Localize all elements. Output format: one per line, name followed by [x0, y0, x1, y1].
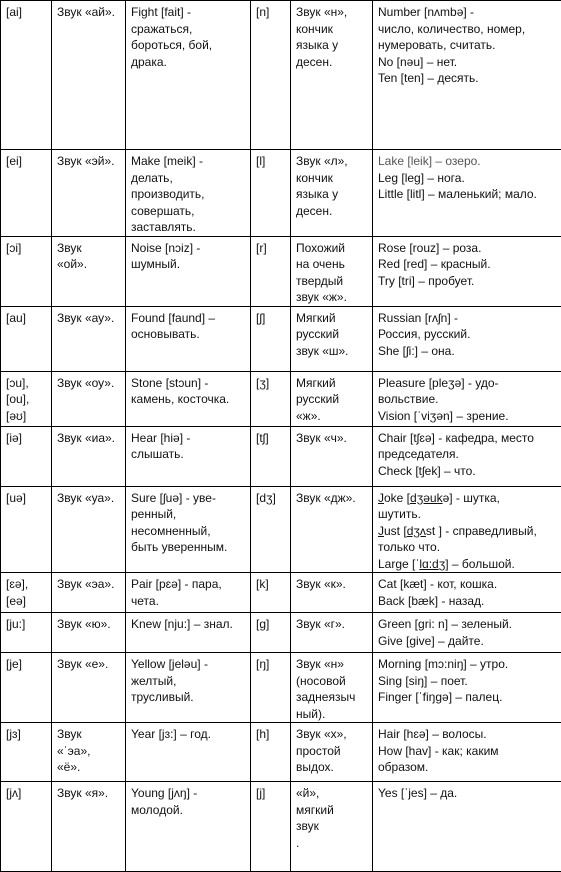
cell-line: (носовой	[296, 673, 369, 690]
cell-line: выдох.	[296, 759, 369, 776]
cell-line: твердый	[296, 273, 369, 290]
consonant-description-cell	[291, 371, 373, 426]
consonant-examples-cell	[373, 426, 561, 486]
cell-line: Звук «дж».	[296, 490, 369, 507]
cell-line: Give [give] – дайте.	[378, 633, 558, 650]
consonant-symbol-cell	[251, 573, 291, 613]
cell-line: [ju:]	[6, 616, 48, 633]
cell-line: [g]	[256, 616, 287, 633]
consonant-symbol-cell	[251, 613, 291, 653]
cell-line: десен.	[296, 54, 369, 71]
cell-line: «ˈэа»,	[57, 743, 122, 760]
cell-line: вольствие.	[378, 391, 558, 408]
consonant-examples-cell	[373, 236, 561, 306]
cell-line: Звук «г».	[296, 616, 369, 633]
cell-line: Звук «к».	[296, 576, 369, 593]
vowel-examples-cell	[126, 426, 251, 486]
cell-line: [j]	[256, 785, 287, 802]
cell-line: Year [jɜ:] – год.	[131, 726, 247, 743]
cell-line: Morning [mɔ:niŋ] – утро.	[378, 656, 558, 673]
cell-line: [k]	[256, 576, 287, 593]
vowel-description-cell	[52, 150, 126, 237]
table-row	[1, 371, 561, 426]
table-row	[1, 236, 561, 306]
cell-line: [ʃ]	[256, 310, 287, 327]
vowel-examples-cell	[126, 236, 251, 306]
cell-line: делать,	[131, 170, 247, 187]
cell-line: Young [jʌŋ] -	[131, 785, 247, 802]
cell-line: Cat [kæt] - кот, кошка.	[378, 576, 558, 593]
cell-line: заставлять.	[131, 219, 247, 236]
cell-line: Lake [leik] – озеро.	[378, 153, 558, 170]
vowel-description-cell	[52, 1, 126, 150]
cell-line: Russian [rʌʃn] -	[378, 310, 558, 327]
vowel-symbol-cell	[1, 653, 52, 723]
cell-line: Звук «эа».	[57, 576, 122, 593]
cell-line: Found [faund] –	[131, 310, 247, 327]
consonant-description-cell	[291, 306, 373, 371]
consonant-examples-cell	[373, 573, 561, 613]
vowel-description-cell	[52, 613, 126, 653]
vowel-examples-cell	[126, 306, 251, 371]
cell-line: Sing [siŋ] – поет.	[378, 673, 558, 690]
cell-line: шутить.	[378, 506, 558, 523]
cell-line: Pair [pɛə] - пара,	[131, 576, 247, 593]
vowel-symbol-cell	[1, 150, 52, 237]
cell-line: Rose [rouz] – роза.	[378, 240, 558, 257]
cell-line: шумный.	[131, 256, 247, 273]
cell-line: Joke [dʒəukə] - шутка,	[378, 490, 558, 507]
cell-line: [ɔu],	[6, 375, 48, 392]
cell-line: чета.	[131, 593, 247, 610]
cell-line: только что.	[378, 539, 558, 556]
cell-line: на очень	[296, 256, 369, 273]
cell-line: ренный,	[131, 506, 247, 523]
cell-line: драка.	[131, 54, 247, 71]
vowel-symbol-cell	[1, 486, 52, 573]
cell-line: Large [ˈlɑ:dʒ] – большой.	[378, 556, 558, 573]
cell-line: «ё».	[57, 759, 122, 776]
table-row	[1, 782, 561, 872]
consonant-symbol-cell	[251, 150, 291, 237]
cell-line: Звук «н»	[296, 656, 369, 673]
vowel-examples-cell	[126, 723, 251, 782]
cell-line: основывать.	[131, 326, 247, 343]
cell-line: She [ʃi:] – она.	[378, 343, 558, 360]
phonetics-table-body	[1, 1, 561, 872]
cell-line: [ɔi]	[6, 240, 48, 257]
cell-line: Finger [ˈfiŋgə] – палец.	[378, 689, 558, 706]
cell-line: [uə]	[6, 490, 48, 507]
cell-line: трусливый.	[131, 689, 247, 706]
table-row	[1, 426, 561, 486]
cell-line: русский	[296, 391, 369, 408]
vowel-description-cell	[52, 723, 126, 782]
cell-line: молодой.	[131, 802, 247, 819]
vowel-examples-cell	[126, 150, 251, 237]
cell-line: Hear [hiə] -	[131, 430, 247, 447]
consonant-examples-cell	[373, 653, 561, 723]
consonant-symbol-cell	[251, 426, 291, 486]
cell-line: [n]	[256, 4, 287, 21]
cell-line: [ɛə],	[6, 576, 48, 593]
vowel-examples-cell	[126, 371, 251, 426]
cell-line: Звук «иа».	[57, 430, 122, 447]
consonant-description-cell	[291, 723, 373, 782]
cell-line: Fight [fait] -	[131, 4, 247, 21]
consonant-description-cell	[291, 573, 373, 613]
cell-line: .	[296, 835, 369, 852]
cell-line: Hair [hɛə] – волосы.	[378, 726, 558, 743]
cell-line: Little [litl] – маленький; мало.	[378, 186, 558, 203]
cell-line: Россия, русский.	[378, 326, 558, 343]
cell-line: звук «ш».	[296, 343, 369, 360]
cell-line: Звук «уа».	[57, 490, 122, 507]
cell-line: несомненный,	[131, 523, 247, 540]
cell-line: [dʒ]	[256, 490, 287, 507]
cell-line: Sure [ʃuə] - уве-	[131, 490, 247, 507]
cell-line: Noise [nɔiz] -	[131, 240, 247, 257]
cell-line: [ai]	[6, 4, 48, 21]
consonant-description-cell	[291, 613, 373, 653]
vowel-description-cell	[52, 426, 126, 486]
cell-line: [au]	[6, 310, 48, 327]
vowel-examples-cell	[126, 486, 251, 573]
cell-line: Pleasure [pleʒə] - удо-	[378, 375, 558, 392]
vowel-description-cell	[52, 653, 126, 723]
cell-line: Звук «оу».	[57, 375, 122, 392]
cell-line: Green [gri: n] – зеленый.	[378, 616, 558, 633]
cell-line: Звук «л»,	[296, 153, 369, 170]
cell-line: Leg [leg] – нога.	[378, 170, 558, 187]
vowel-examples-cell	[126, 653, 251, 723]
cell-line: Звук «ау».	[57, 310, 122, 327]
cell-line: Звук «я».	[57, 785, 122, 802]
table-row	[1, 723, 561, 782]
vowel-examples-cell	[126, 1, 251, 150]
vowel-description-cell	[52, 236, 126, 306]
consonant-symbol-cell	[251, 723, 291, 782]
consonant-description-cell	[291, 1, 373, 150]
consonant-symbol-cell	[251, 653, 291, 723]
consonant-description-cell	[291, 782, 373, 872]
vowel-description-cell	[52, 486, 126, 573]
consonant-examples-cell	[373, 723, 561, 782]
cell-line: «ой».	[57, 256, 122, 273]
consonant-examples-cell	[373, 486, 561, 573]
cell-line: Yes [ˈjes] – да.	[378, 785, 558, 802]
cell-line: Back [bæk] - назад.	[378, 593, 558, 610]
cell-line: Red [red] – красный.	[378, 256, 558, 273]
vowel-symbol-cell	[1, 782, 52, 872]
cell-line: Number [nʌmbə] -	[378, 4, 558, 21]
consonant-description-cell	[291, 150, 373, 237]
cell-line: [h]	[256, 726, 287, 743]
cell-line: Мягкий	[296, 310, 369, 327]
cell-line: [jʌ]	[6, 785, 48, 802]
cell-line: слышать.	[131, 446, 247, 463]
consonant-symbol-cell	[251, 371, 291, 426]
vowel-symbol-cell	[1, 306, 52, 371]
cell-line: [ou],	[6, 391, 48, 408]
cell-line: Звук	[57, 726, 122, 743]
cell-line: кончик	[296, 21, 369, 38]
cell-line: [iə]	[6, 430, 48, 447]
vowel-symbol-cell	[1, 573, 52, 613]
cell-line: нумеровать, считать.	[378, 37, 558, 54]
cell-line: [ʒ]	[256, 375, 287, 392]
cell-line: Похожий	[296, 240, 369, 257]
table-row	[1, 306, 561, 371]
cell-line: русский	[296, 326, 369, 343]
vowel-symbol-cell	[1, 613, 52, 653]
cell-line: число, количество, номер,	[378, 21, 558, 38]
cell-line: производить,	[131, 186, 247, 203]
cell-line: Try [tri] – пробует.	[378, 273, 558, 290]
cell-line: [əʊ]	[6, 408, 48, 425]
cell-line: [ŋ]	[256, 656, 287, 673]
cell-line: [jɜ]	[6, 726, 48, 743]
table-row	[1, 1, 561, 150]
consonant-symbol-cell	[251, 486, 291, 573]
cell-line: заднеязыч	[296, 689, 369, 706]
vowel-symbol-cell	[1, 723, 52, 782]
cell-line: Stone [stɔun] -	[131, 375, 247, 392]
vowel-examples-cell	[126, 613, 251, 653]
cell-line: [r]	[256, 240, 287, 257]
cell-line: [je]	[6, 656, 48, 673]
cell-line: Звук «ай».	[57, 4, 122, 21]
consonant-examples-cell	[373, 150, 561, 237]
cell-line: [ei]	[6, 153, 48, 170]
cell-line: «ж».	[296, 408, 369, 425]
cell-line: Мягкий	[296, 375, 369, 392]
cell-line: [l]	[256, 153, 287, 170]
cell-line: десен.	[296, 203, 369, 220]
cell-line: Звук «е».	[57, 656, 122, 673]
cell-line: камень, косточка.	[131, 391, 247, 408]
cell-line: сражаться,	[131, 21, 247, 38]
vowel-symbol-cell	[1, 1, 52, 150]
consonant-examples-cell	[373, 782, 561, 872]
cell-line: Just [dʒʌst ] - справедливый,	[378, 523, 558, 540]
cell-line: [eə]	[6, 593, 48, 610]
cell-line: Knew [nju:] – знал.	[131, 616, 247, 633]
consonant-examples-cell	[373, 613, 561, 653]
cell-line: Звук «н»,	[296, 4, 369, 21]
cell-line: [tʃ]	[256, 430, 287, 447]
vowel-description-cell	[52, 306, 126, 371]
cell-line: желтый,	[131, 673, 247, 690]
cell-line: Chair [tʃɛə] - кафедра, место	[378, 430, 558, 447]
cell-line: Звук «эй».	[57, 153, 122, 170]
cell-line: простой	[296, 743, 369, 760]
consonant-examples-cell	[373, 371, 561, 426]
consonant-symbol-cell	[251, 306, 291, 371]
cell-line: Звук «ч».	[296, 430, 369, 447]
cell-line: языка у	[296, 37, 369, 54]
vowel-description-cell	[52, 371, 126, 426]
cell-line: Vision [ˈviʒən] – зрение.	[378, 408, 558, 425]
consonant-examples-cell	[373, 1, 561, 150]
cell-line: Звук	[57, 240, 122, 257]
cell-line: совершать,	[131, 203, 247, 220]
cell-line: Make [meik] -	[131, 153, 247, 170]
cell-line: ный).	[296, 706, 369, 723]
cell-line: звук «ж».	[296, 289, 369, 306]
cell-line: председателя.	[378, 446, 558, 463]
vowel-symbol-cell	[1, 371, 52, 426]
cell-line: звук	[296, 818, 369, 835]
consonant-symbol-cell	[251, 236, 291, 306]
cell-line: языка у	[296, 186, 369, 203]
vowel-examples-cell	[126, 573, 251, 613]
table-row	[1, 486, 561, 573]
cell-line: Звук «ю».	[57, 616, 122, 633]
cell-line: бороться, бой,	[131, 37, 247, 54]
table-row	[1, 150, 561, 237]
table-row	[1, 613, 561, 653]
cell-line: образом.	[378, 759, 558, 776]
vowel-symbol-cell	[1, 426, 52, 486]
vowel-description-cell	[52, 782, 126, 872]
table-row	[1, 573, 561, 613]
vowel-examples-cell	[126, 782, 251, 872]
table-row	[1, 653, 561, 723]
cell-line: кончик	[296, 170, 369, 187]
vowel-description-cell	[52, 573, 126, 613]
vowel-symbol-cell	[1, 236, 52, 306]
cell-line: Yellow [jeləu] -	[131, 656, 247, 673]
cell-line: мягкий	[296, 802, 369, 819]
cell-line: Check [tʃek] – что.	[378, 463, 558, 480]
consonant-symbol-cell	[251, 782, 291, 872]
consonant-description-cell	[291, 653, 373, 723]
consonant-symbol-cell	[251, 1, 291, 150]
cell-line: Звук «х»,	[296, 726, 369, 743]
cell-line: How [hav] - как; каким	[378, 743, 558, 760]
cell-line: «й»,	[296, 785, 369, 802]
cell-line: быть уверенным.	[131, 539, 247, 556]
cell-line: No [nəu] – нет.	[378, 54, 558, 71]
consonant-description-cell	[291, 236, 373, 306]
consonant-description-cell	[291, 426, 373, 486]
consonant-description-cell	[291, 486, 373, 573]
cell-line: Ten [ten] – десять.	[378, 70, 558, 87]
consonant-examples-cell	[373, 306, 561, 371]
